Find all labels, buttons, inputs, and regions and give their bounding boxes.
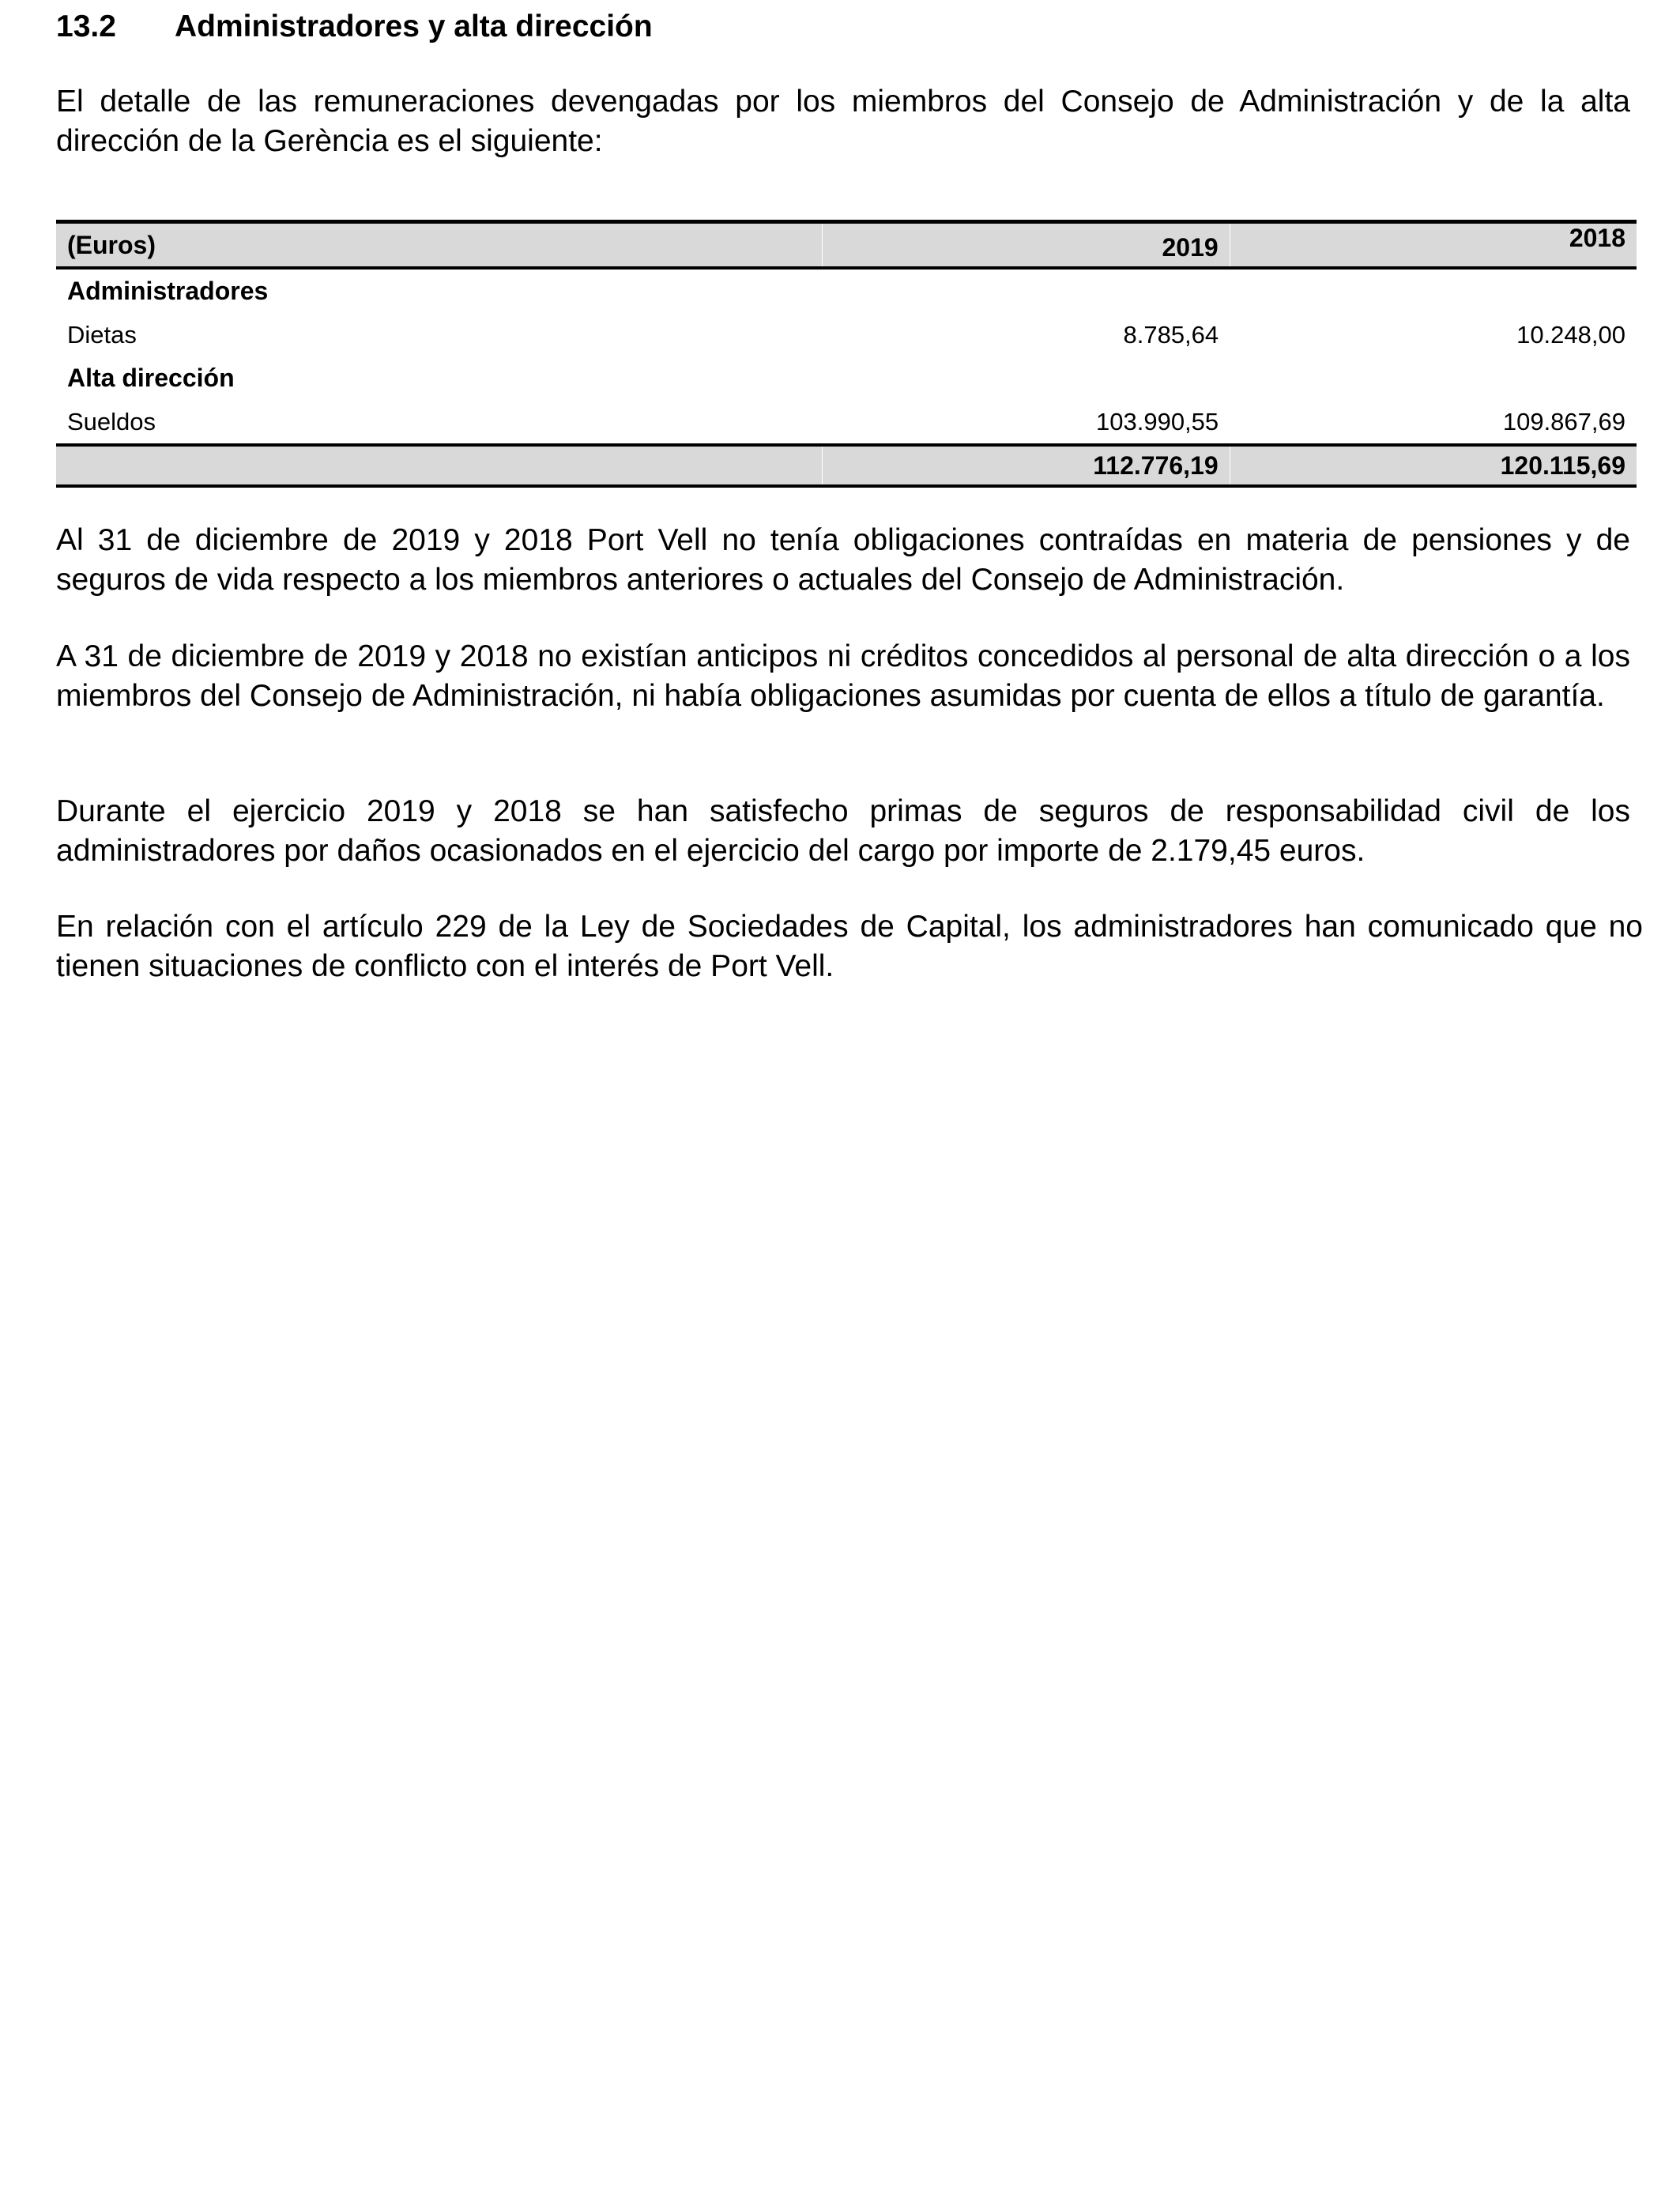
- total-value-2019: 112.776,19: [823, 445, 1230, 486]
- row-value-2019: 103.990,55: [1096, 408, 1219, 435]
- advances-paragraph: A 31 de diciembre de 2019 y 2018 no existían anticipos ni créditos concedidos al personal de alta dirección o a los miembros del Consejo de Administración, ni había obligaciones asumidas por cuenta de ellos a título de garantía.: [56, 639, 1630, 713]
- section-number: 13.2: [56, 9, 116, 43]
- row-value-2019: 8.785,64: [1123, 321, 1219, 349]
- row-value-2018: 10.248,00: [1516, 321, 1625, 349]
- header-2018: 2018: [1230, 222, 1637, 269]
- section-title: Administradores y alta dirección: [175, 9, 653, 43]
- section-heading: [56, 6, 653, 47]
- table-total-row: [56, 445, 1637, 486]
- total-label: [56, 445, 823, 486]
- group-title: Alta dirección: [67, 364, 235, 392]
- table-row: [56, 400, 1637, 445]
- group-row-alta-direccion: [56, 356, 1637, 400]
- conflict-paragraph: En relación con el artículo 229 de la Ley de Sociedades de Capital, los administradores han comunicado que no tienen situaciones de conflicto con el interés de Port Vell.: [56, 910, 1643, 983]
- header-units: (Euros): [56, 222, 823, 269]
- remuneration-table: [56, 220, 1637, 488]
- insurance-paragraph: Durante el ejercicio 2019 y 2018 se han satisfecho primas de seguros de responsabilidad civil de los administradores por daños ocasionados en el ejercicio del cargo por importe de 2.179,45 euros.: [56, 794, 1630, 868]
- intro-paragraph: El detalle de las remuneraciones devengadas por los miembros del Consejo de Administración y de la alta dirección de la Gerència es el siguiente:: [56, 85, 1630, 158]
- pensions-paragraph: Al 31 de diciembre de 2019 y 2018 Port Vell no tenía obligaciones contraídas en materia de pensiones y de seguros de vida respecto a los miembros anteriores o actuales del Consejo de Administración.: [56, 523, 1630, 597]
- row-label: Sueldos: [67, 408, 156, 435]
- row-value-2018: 109.867,69: [1502, 408, 1625, 435]
- group-title: Administradores: [67, 277, 269, 305]
- table-header-row: [56, 222, 1637, 269]
- row-label: Dietas: [67, 321, 137, 349]
- group-row-administradores: [56, 268, 1637, 313]
- total-value-2018: 120.115,69: [1230, 445, 1637, 486]
- table-row: [56, 313, 1637, 356]
- header-2019: 2019: [823, 222, 1230, 269]
